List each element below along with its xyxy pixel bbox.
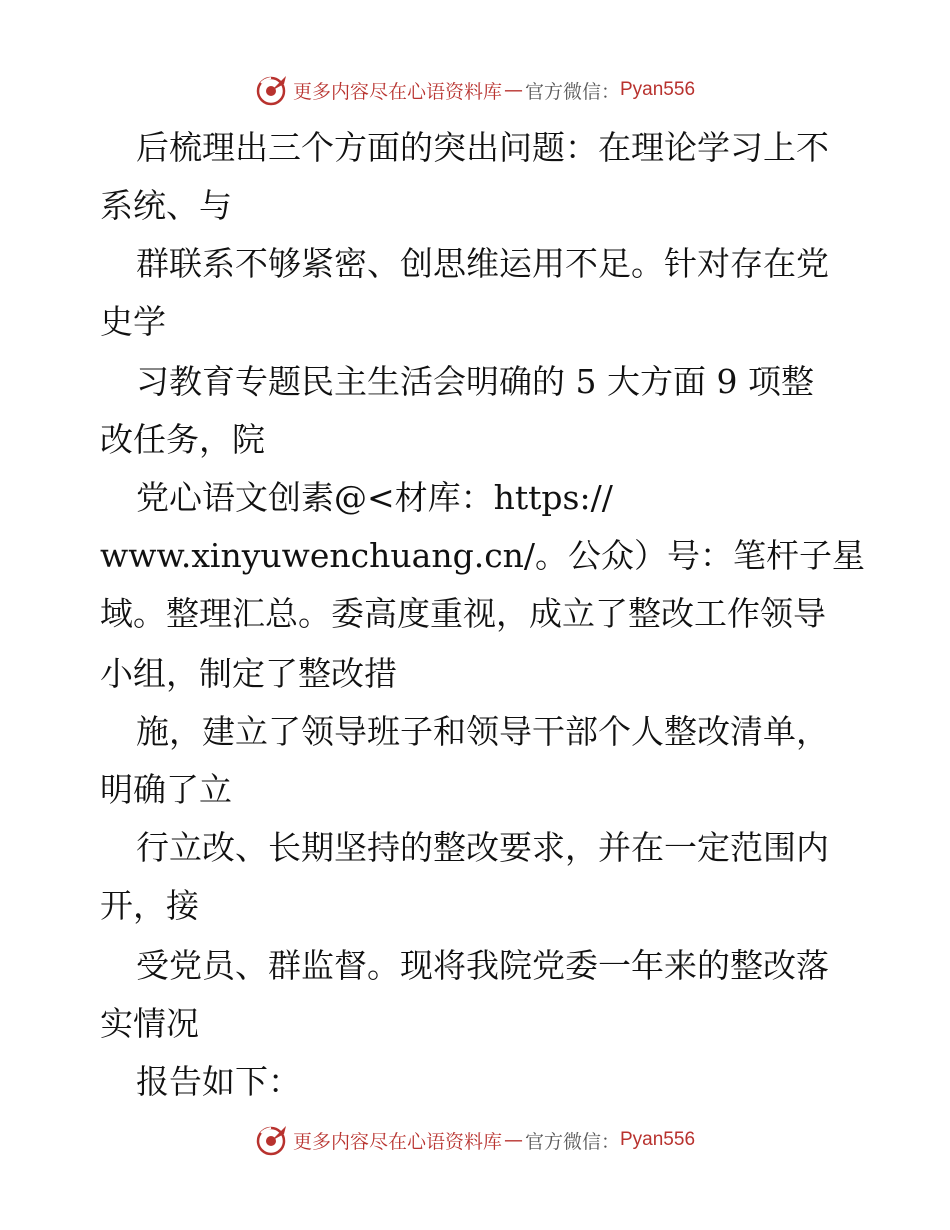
text-line: 域。整理汇总。委高度重视，成立了整改工作领导 xyxy=(100,594,826,633)
text-line: 后梳理出三个方面的突出问题：在理论学习上不 xyxy=(136,128,829,167)
text-line: 群联系不够紧密、创思维运用不足。针对存在党 xyxy=(136,244,829,283)
text-line: 行立改、长期坚持的整改要求，并在一定范围内 xyxy=(136,828,829,867)
text-line: 实情况 xyxy=(100,1004,199,1043)
quill-logo-icon xyxy=(255,1123,289,1157)
text-line: 施，建立了领导班子和领导干部个人整改清单， xyxy=(136,712,829,751)
header-wechat-label: 官方微信： xyxy=(524,80,620,103)
header-banner-text: 更多内容尽在心语资料库 xyxy=(292,80,502,103)
header-wechat-id: Pyan556 xyxy=(620,79,696,100)
text-line: 史学 xyxy=(100,302,166,341)
text-line: 系统、与 xyxy=(100,186,232,225)
header-banner-dash: — xyxy=(503,79,523,101)
text-line: 明确了立 xyxy=(100,770,232,809)
text-line: 报告如下： xyxy=(136,1062,301,1101)
footer-banner-dash: — xyxy=(503,1129,523,1151)
quill-logo-icon xyxy=(255,73,289,107)
text-line: 受党员、群监督。现将我院党委一年来的整改落 xyxy=(136,946,829,985)
footer-watermark-banner xyxy=(0,1120,950,1160)
footer-banner-text: 更多内容尽在心语资料库 xyxy=(292,1130,502,1153)
footer-wechat-label: 官方微信： xyxy=(524,1130,620,1153)
text-line: 小组，制定了整改措 xyxy=(100,654,397,693)
footer-wechat-id: Pyan556 xyxy=(620,1129,696,1150)
text-line: 党心语文创素@<材库：https:// xyxy=(136,478,613,517)
text-line: www.xinyuwenchuang.cn/。公众）号：笔杆子星 xyxy=(100,536,866,575)
text-line: 开，接 xyxy=(100,886,199,925)
text-line: 习教育专题民主生活会明确的 5 大方面 9 项整 xyxy=(136,362,814,401)
text-line: 改任务，院 xyxy=(100,420,265,459)
header-watermark-banner xyxy=(0,70,950,110)
